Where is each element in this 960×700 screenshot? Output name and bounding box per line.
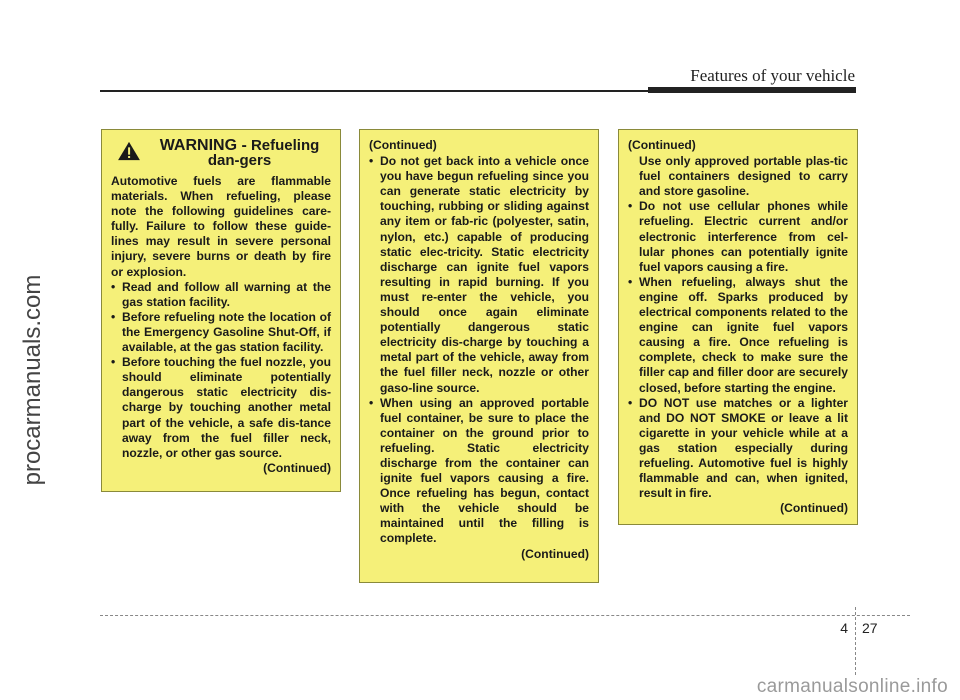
warning-title bbox=[148, 138, 331, 168]
warning-bullets bbox=[111, 280, 331, 461]
warning-box-continued-2 bbox=[618, 129, 858, 525]
bullet-item: • When refueling, always shut the engine off. Sparks produced by electrical components related to the engine can ignite fuel vapors causing a fire. Once refueling is complete, check to make sure the filler cap and filler door are securely closed, before starting the engine. bbox=[628, 275, 848, 396]
bullet-item: • Before touching the fuel nozzle, you should eliminate potentially dangerous static electricity dis-charge by touching another metal part of the vehicle, a safe dis-tance away from the fuel filler neck, nozzle, or other gas source. bbox=[111, 355, 331, 461]
page-number-divider bbox=[855, 607, 856, 675]
continued-label: (Continued) bbox=[780, 501, 848, 516]
continued-label-top: (Continued) bbox=[369, 138, 437, 152]
warning-box-continued-1 bbox=[359, 129, 599, 583]
bullet-item: • Do not use cellular phones while refueling. Electric current and/or electronic interference from cel-lular phones can potentially ignite fuel vapors causing a fire. bbox=[628, 199, 848, 274]
warning-label: WARNING - bbox=[159, 137, 247, 154]
header-rule-accent bbox=[648, 87, 856, 93]
side-watermark: procarmanuals.com bbox=[19, 274, 46, 486]
continued-label: (Continued) bbox=[263, 460, 331, 475]
warning-header bbox=[111, 138, 331, 168]
bullet-continuation: Use only approved portable plas-tic fuel containers designed to carry and store gasoline. bbox=[639, 154, 848, 199]
bullet-item: • Do not get back into a vehicle once you have begun refueling since you can generate static electricity by touching, rubbing or sliding against any item or fab-ric (polyester, satin, nylon, etc.) capable of producing static elec-tricity. Static electricity discharge can ignite fuel vapors resulting in rapid burning. If you must re-enter the vehicle, you should once again eliminate potentially dangerous static electricity dis-charge by touching a metal part of the vehicle, away from the fuel filler neck, nozzle or other gaso-line source. bbox=[369, 154, 589, 396]
warning-intro: Automotive fuels are flammable materials. When refueling, please note the following guidelines care-fully. Failure to follow these guide-lines may result in severe personal injury, severe burns or death by fire or explosion. bbox=[111, 174, 331, 279]
continued-label: (Continued) bbox=[521, 546, 589, 561]
warning-bullets bbox=[628, 199, 848, 501]
footer-rule bbox=[100, 615, 910, 616]
bottom-watermark: carmanualsonline.info bbox=[756, 676, 948, 697]
bullet-item: • When using an approved portable fuel container, be sure to place the container on the ground prior to refueling. Static electricity discharge from the container can ignite fuel vapors causing a fire. Once refueling has begun, contact with the vehicle should be maintained until the filling is complete. bbox=[369, 396, 589, 547]
warning-box-refueling bbox=[101, 129, 341, 492]
bullet-item: • Read and follow all warning at the gas station facility. bbox=[111, 280, 331, 310]
warning-topic: Refueling dan-gers bbox=[207, 137, 320, 169]
warning-bullets bbox=[369, 154, 589, 546]
bullet-item: • DO NOT use matches or a lighter and DO NOT SMOKE or leave a lit cigarette in your vehicle while at a gas station especially during refueling. Automotive fuel is highly flammable and can, when ignited, result in fire. bbox=[628, 396, 848, 502]
warning-triangle-icon bbox=[116, 141, 142, 161]
page-number: 27 bbox=[862, 620, 878, 636]
section-title: Features of your vehicle bbox=[690, 66, 855, 85]
continued-label-top: (Continued) bbox=[628, 138, 696, 152]
chapter-number: 4 bbox=[840, 620, 848, 636]
bullet-item: • Before refueling note the location of the Emergency Gasoline Shut-Off, if available, at the gas station facility. bbox=[111, 310, 331, 355]
